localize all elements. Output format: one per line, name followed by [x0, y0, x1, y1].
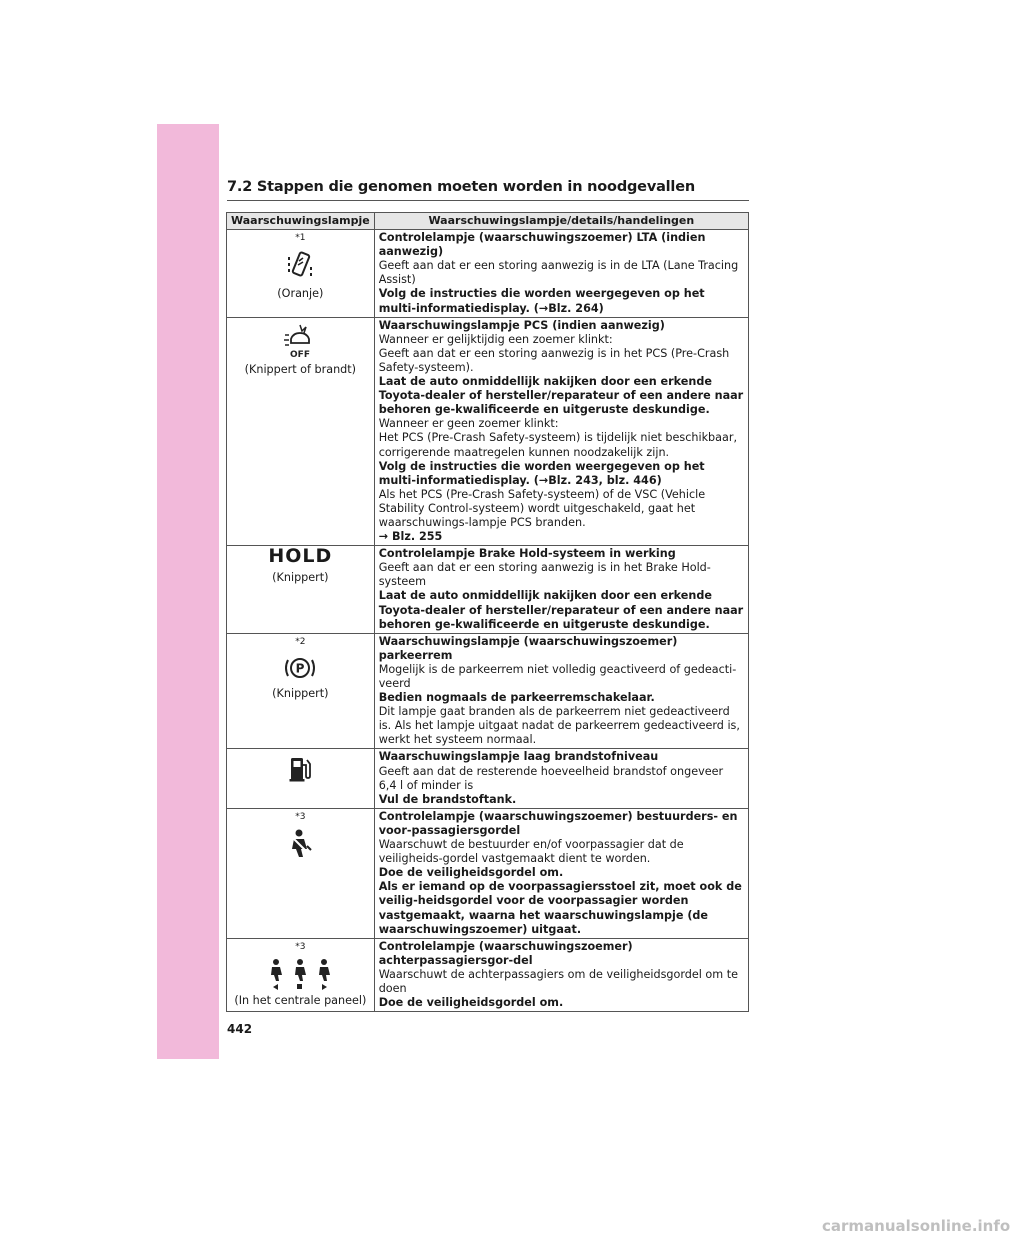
column-header-lamp: Waarschuwingslampje [227, 213, 375, 230]
warning-lamp-table [226, 212, 749, 1012]
table-row [227, 938, 749, 1011]
hold-icon: HOLD [268, 545, 333, 568]
lamp-caption: (In het centrale paneel) [234, 993, 367, 1007]
lamp-cell [227, 546, 375, 634]
detail-line: Bedien nogmaals de parkeerremschakelaar. [378, 691, 655, 705]
lamp-cell [227, 808, 375, 938]
detail-line: Geeft aan dat de resterende hoeveelheid brandstof ongeveer 6,4 l of minder is [378, 764, 724, 792]
detail-line: Mogelijk is de parkeerrem niet volledig geactiveerd of gedeacti-veerd [378, 662, 737, 690]
lta-warning-icon [285, 249, 315, 283]
lamp-caption: (Knippert) [272, 686, 329, 700]
detail-line: → Blz. 255 [378, 530, 443, 544]
detail-line: Als het PCS (Pre-Crash Safety-systeem) of de VSC (Vehicle Stability Control-systeem) wordt uitgeschakeld, gaat het waarschuwings-lampje PCS branden. [378, 487, 706, 529]
footnote-mark: *3 [295, 941, 306, 952]
detail-line: Doe de veiligheidsgordel om. [378, 996, 564, 1010]
detail-line: Waarschuwt de bestuurder en/of voorpassagier dat de veiligheids-gordel vastgemaakt dient te worden. [378, 838, 684, 866]
lamp-caption: (Oranje) [277, 287, 324, 301]
table-row [227, 546, 749, 634]
details-cell [374, 808, 748, 938]
table-header-row [227, 213, 749, 230]
detail-line: Laat de auto onmiddellijk nakijken door een erkende Toyota-dealer of hersteller/reparateur of een andere naar behoren ge-kwalificeerde en uitgeruste deskundige. [378, 589, 744, 631]
footnote-mark: *2 [295, 636, 306, 647]
table-row [227, 230, 749, 318]
detail-line: Wanneer er geen zoemer klinkt: [378, 417, 559, 431]
pcs-off-label: OFF [290, 349, 311, 360]
details-cell [374, 317, 748, 546]
table-row [227, 808, 749, 938]
detail-line: Controlelampje Brake Hold-systeem in werking [378, 547, 676, 561]
detail-line: Wanneer er gelijktijdig een zoemer klinkt: [378, 332, 613, 346]
detail-line: Controlelampje (waarschuwingszoemer) LTA (indien aanwezig) [378, 231, 706, 259]
detail-line: Waarschuwingslampje laag brandstofniveau [378, 750, 659, 764]
title-divider [227, 200, 749, 201]
details-cell [374, 546, 748, 634]
detail-line: Volg de instructies die worden weergegeven op het multi-informatiedisplay. (→Blz. 243, blz. 446) [378, 459, 705, 487]
table-row [227, 317, 749, 546]
footnote-mark: *1 [295, 233, 306, 244]
detail-line: Waarschuwingslampje (waarschuwingszoemer) parkeerrem [378, 634, 678, 662]
column-header-details: Waarschuwingslampje/details/handelingen [374, 213, 748, 230]
page-number: 442 [227, 1022, 253, 1036]
detail-line: Geeft aan dat er een storing aanwezig is in de LTA (Lane Tracing Assist) [378, 259, 739, 287]
detail-line: Waarschuwingslampje PCS (indien aanwezig) [378, 318, 665, 332]
svg-text:P: P [295, 661, 305, 676]
lamp-caption: (Knippert) [272, 571, 329, 585]
detail-line: Doe de veiligheidsgordel om. [378, 866, 564, 880]
rear-seatbelt-icon [264, 958, 336, 990]
detail-line: Waarschuwt de achterpassagiers om de veiligheidsgordel om te doen [378, 967, 738, 995]
detail-line: Vul de brandstoftank. [378, 792, 517, 806]
lamp-cell [227, 633, 375, 749]
detail-line: Het PCS (Pre-Crash Safety-systeem) is tijdelijk niet beschikbaar, corrigerende maatregelen kunnen noodzakelijk zijn. [378, 431, 738, 459]
fuel-icon [287, 754, 313, 784]
watermark: carmanualsonline.info [822, 1217, 1010, 1235]
detail-line: Controlelampje (waarschuwingszoemer) bestuurders- en voor-passagiersgordel [378, 809, 738, 837]
lamp-cell [227, 749, 375, 808]
detail-line: Geeft aan dat er een storing aanwezig is in het PCS (Pre-Crash Safety-systeem). [378, 346, 730, 374]
seatbelt-icon [286, 828, 314, 860]
table-row [227, 749, 749, 808]
chapter-side-tab [157, 124, 219, 1059]
section-title: 7.2 Stappen die genomen moeten worden in noodgevallen [227, 179, 695, 195]
detail-line: Geeft aan dat er een storing aanwezig is in het Brake Hold-systeem [378, 561, 711, 589]
lamp-caption: (Knippert of brandt) [244, 362, 357, 376]
table-row [227, 633, 749, 749]
pcs-off-icon [283, 323, 317, 359]
lamp-cell [227, 938, 375, 1011]
lamp-cell [227, 317, 375, 546]
detail-line: Volg de instructies die worden weergegeven op het multi-informatiedisplay. (→Blz. 264) [378, 287, 705, 315]
details-cell [374, 633, 748, 749]
footnote-mark: *3 [295, 811, 306, 822]
parking-brake-icon [283, 653, 317, 683]
lamp-cell [227, 230, 375, 318]
details-cell [374, 230, 748, 318]
details-cell [374, 749, 748, 808]
detail-line: Controlelampje (waarschuwingszoemer) achterpassagiersgor-del [378, 939, 633, 967]
detail-line: Laat de auto onmiddellijk nakijken door een erkende Toyota-dealer of hersteller/reparateur of een andere naar behoren ge-kwalificeerde en uitgeruste deskundige. [378, 375, 744, 417]
detail-line: Als er iemand op de voorpassagiersstoel zit, moet ook de veilig-heidsgordel voor de voorpassagier worden vastgemaakt, waarna het waarschuwingslampje (de waarschuwingszoemer) uitgaat. [378, 880, 742, 936]
details-cell [374, 938, 748, 1011]
detail-line: Dit lampje gaat branden als de parkeerrem niet gedeactiveerd is. Als het lampje uitgaat nadat de parkeerrem gedeactiveerd is, werkt het systeem normaal. [378, 705, 740, 747]
